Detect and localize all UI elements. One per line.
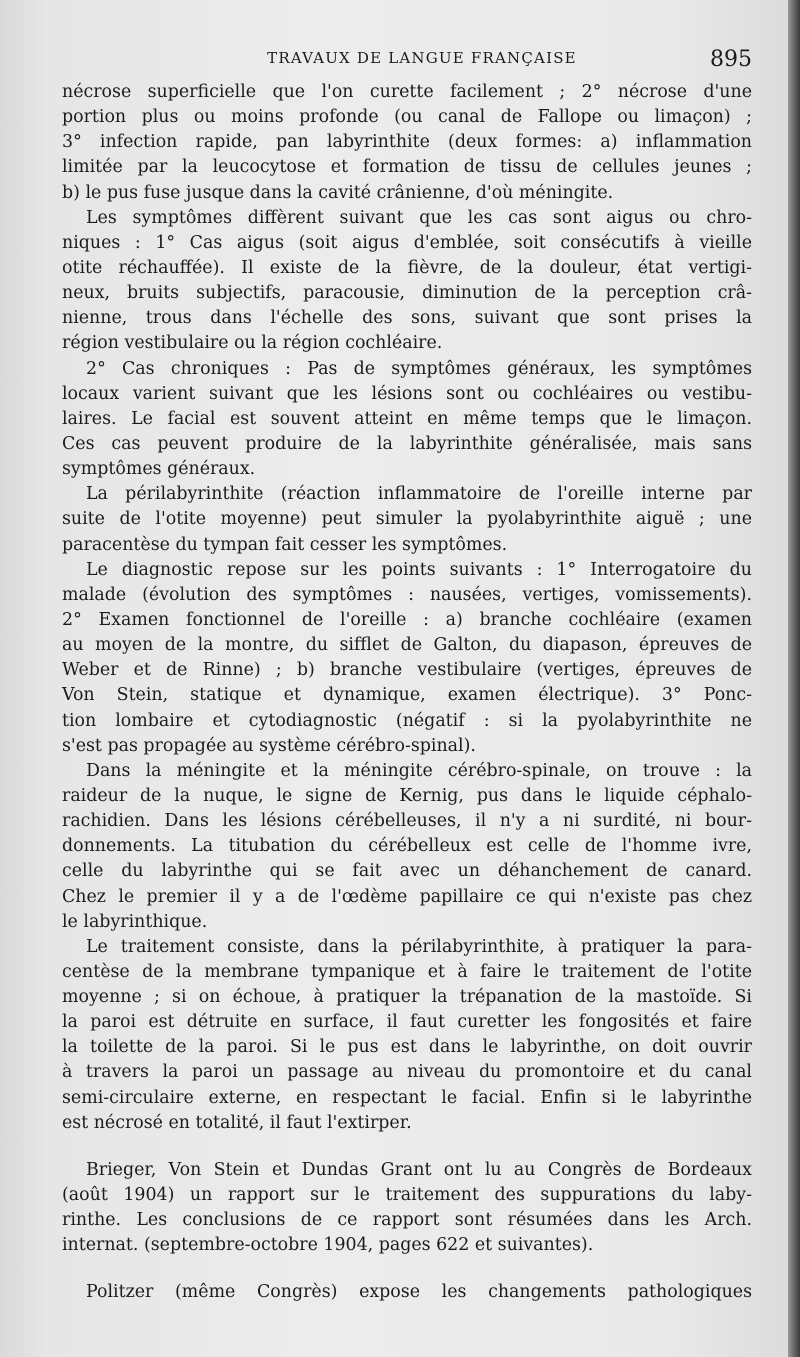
text-line: tion lombaire et cytodiagnostic (négatif : si la pyolabyrinthite ne [62,710,752,731]
paragraph-gap [62,1136,752,1158]
running-title: TRAVAUX DE LANGUE FRANÇAISE [267,49,577,67]
book-spine-shadow [788,0,800,1357]
text-line: otite réchauffée). Il existe de la fièvre, de la douleur, état vertigi- [62,257,752,278]
text-line: internat. (septembre-octobre 1904, pages 622 et suivantes). [62,1235,594,1256]
page-text [62,36,752,1306]
text-line: s'est pas propagée au système cérébro-spinal). [62,735,476,756]
text-line: laires. Le facial est souvent atteint en même temps que le limaçon. [62,408,752,429]
text-line: Les symptômes diffèrent suivant que les cas sont aigus ou chro- [86,207,752,228]
text-line: nécrose superficielle que l'on curette facilement ; 2° nécrose d'une [62,82,752,102]
text-line: Politzer (même Congrès) expose les changements pathologiques [86,1282,752,1303]
text-line: Brieger, Von Stein et Dundas Grant ont lu au Congrès de Bordeaux [86,1159,752,1180]
text-line: portion plus ou moins profonde (ou canal de Fallope ou limaçon) ; [62,107,752,128]
text-line: raideur de la nuque, le signe de Kernig, pus dans le liquide céphalo- [62,785,752,806]
text-line: région vestibulaire ou la région cochléaire. [62,333,443,354]
text-line: centèse de la membrane tympanique et à faire le traitement de l'otite [62,961,752,982]
text-line: la toilette de la paroi. Si le pus est dans le labyrinthe, on doit ouvrir [62,1037,752,1058]
text-line: rachidien. Dans les lésions cérébelleuses, il n'y a ni surdité, ni bour- [62,811,752,832]
text-line: locaux varient suivant que les lésions sont ou cochléaires ou vestibu- [62,383,752,404]
text-line: Weber et de Rinne) ; b) branche vestibulaire (vertiges, épreuves de [62,660,752,681]
text-line: semi-circulaire externe, en respectant le facial. Enfin si le labyrinthe [62,1087,752,1108]
text-line: limitée par la leucocytose et formation de tissu de cellules jeunes ; [62,157,752,178]
running-head [62,36,752,80]
text-line: Le diagnostic repose sur les points suivants : 1° Interrogatoire du [86,559,752,580]
text-line: paracentèse du tympan fait cesser les symptômes. [62,534,508,555]
text-line: Dans la méningite et la méningite cérébro-spinale, on trouve : la [86,760,752,781]
text-line: est nécrosé en totalité, il faut l'extirper. [62,1112,412,1133]
text-line: Ces cas peuvent produire de la labyrinthite généralisée, mais sans [62,433,752,454]
text-line: (août 1904) un rapport sur le traitement des suppurations du laby- [62,1185,752,1206]
text-line: b) le pus fuse jusque dans la cavité crânienne, d'où méningite. [62,182,614,203]
text-line: nienne, trous dans l'échelle des sons, suivant que sont prises la [62,308,752,329]
text-line: symptômes généraux. [62,459,256,480]
text-line: neux, bruits subjectifs, paracousie, diminution de la perception crâ- [62,283,752,304]
text-line: niques : 1° Cas aigus (soit aigus d'emblée, soit consécutifs à vieille [62,232,752,253]
text-line: le labyrinthique. [62,911,208,932]
text-line: donnements. La titubation du cérébelleux est celle de l'homme ivre, [62,836,752,857]
text-line: Chez le premier il y a de l'œdème papillaire ce qui n'existe pas chez [62,886,752,907]
text-line: 3° infection rapide, pan labyrinthite (deux formes: a) inflammation [62,132,752,153]
text-line: la paroi est détruite en surface, il faut curetter les fongosités et faire [62,1012,752,1033]
page-number: 895 [710,47,752,72]
text-line: Von Stein, statique et dynamique, examen électrique). 3° Ponc- [62,685,752,706]
text-line: au moyen de la montre, du sifflet de Galton, du diapason, épreuves de [62,635,752,656]
paragraph-gap [62,1258,752,1280]
text-line: Le traitement consiste, dans la périlabyrinthite, à pratiquer la para- [86,936,752,957]
text-line: à travers la paroi un passage au niveau du promontoire et du canal [62,1062,752,1083]
text-line: 2° Cas chroniques : Pas de symptômes généraux, les symptômes [86,358,752,379]
text-line: celle du labyrinthe qui se fait avec un déhanchement de canard. [62,861,752,882]
text-line: La périlabyrinthite (réaction inflammatoire de l'oreille interne par [86,484,752,505]
text-line: 2° Examen fonctionnel de l'oreille : a) branche cochléaire (examen [62,609,752,630]
text-line: rinthe. Les conclusions de ce rapport sont résumées dans les Arch. [62,1210,752,1231]
text-line: moyenne ; si on échoue, à pratiquer la trépanation de la mastoïde. Si [62,987,752,1008]
text-line: suite de l'otite moyenne) peut simuler la pyolabyrinthite aiguë ; une [62,509,752,530]
text-line: malade (évolution des symptômes : nausées, vertiges, vomissements). [62,584,752,605]
